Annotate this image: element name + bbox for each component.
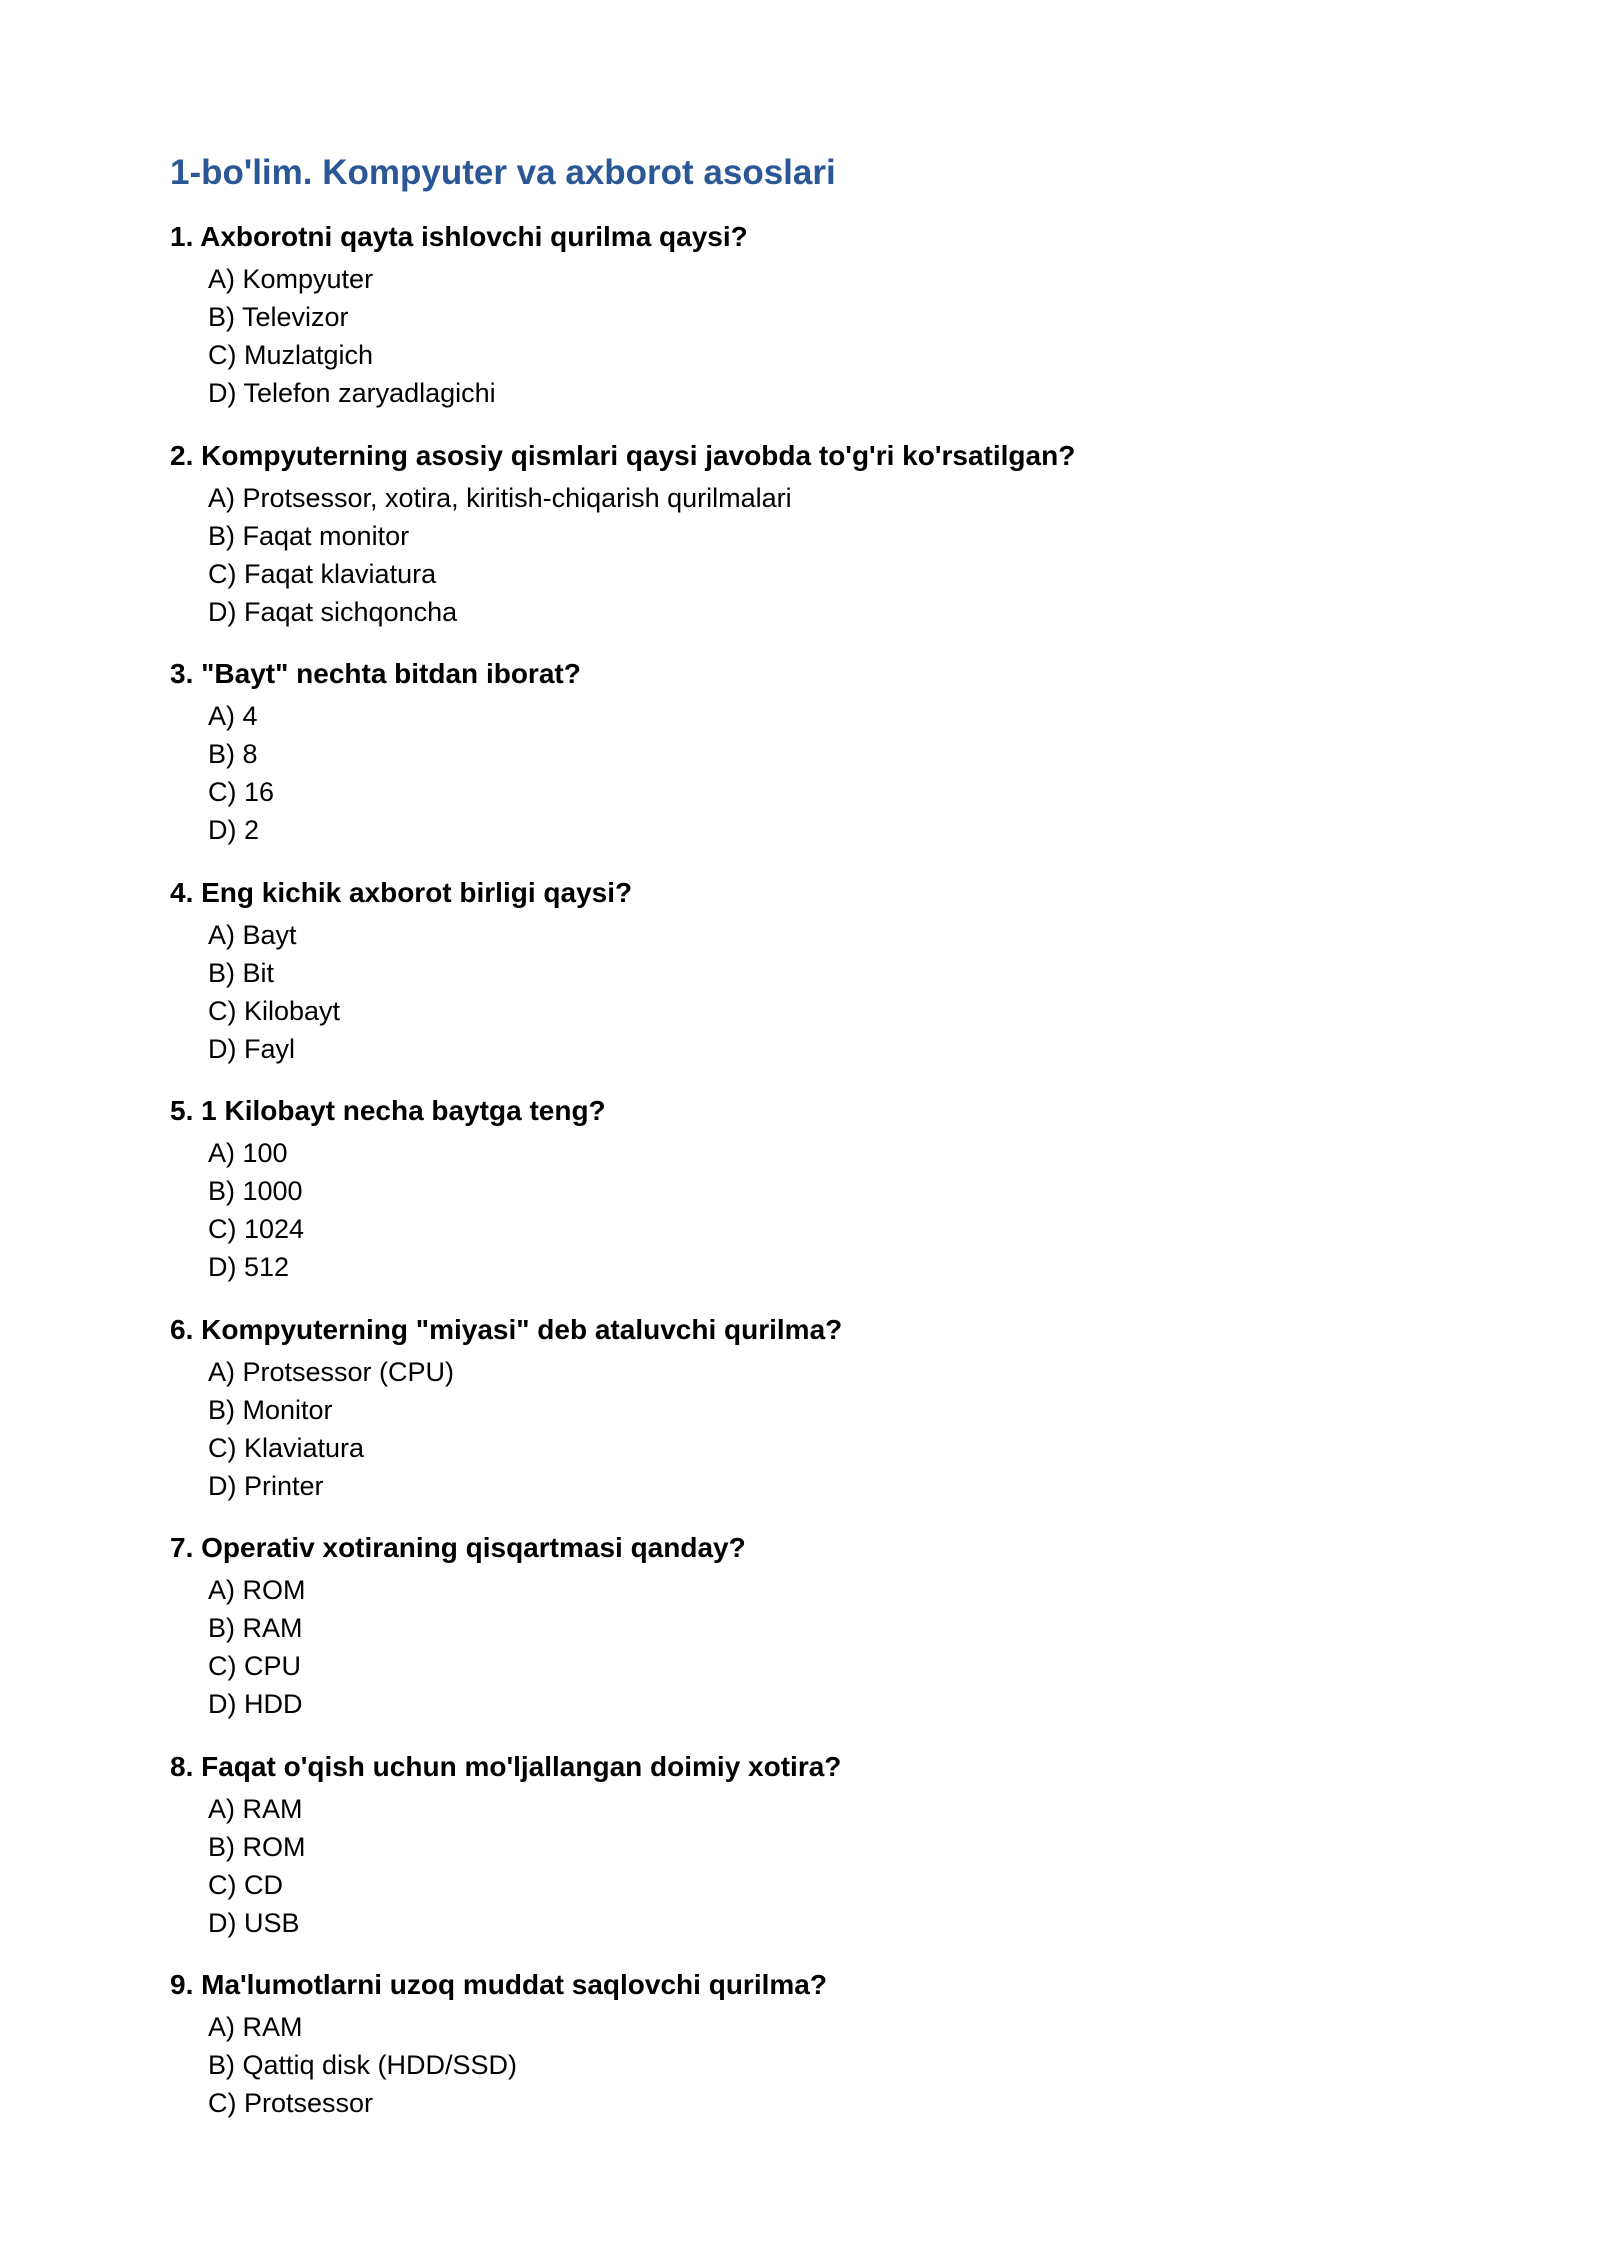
question-item (170, 874, 1430, 1068)
question-list (170, 218, 1430, 2122)
answer-option: C) Protsessor (208, 2088, 374, 2118)
question-item (170, 218, 1430, 412)
question-text: 7. Operativ xotiraning qisqartmasi qanday? (170, 1532, 746, 1563)
answer-option: A) Protsessor, xotira, kiritish-chiqarish qurilmalari (208, 482, 792, 513)
answer-option: C) CD (208, 1869, 283, 1900)
answer-option: C) CPU (208, 1651, 301, 1681)
question-text: 1. Axborotni qayta ishlovchi qurilma qaysi? (170, 221, 748, 252)
document-page (170, 148, 1430, 2147)
answer-options (170, 260, 1430, 412)
answer-option: A) RAM (208, 1793, 303, 1824)
question-text: 2. Kompyuterning asosiy qismlari qaysi javobda to'g'ri ko'rsatilgan? (170, 439, 1076, 471)
answer-option: C) Kilobayt (208, 995, 341, 1026)
answer-options (170, 2008, 1430, 2122)
section-title: 1-bo'lim. Kompyuter va axborot asoslari (170, 153, 836, 192)
answer-option: D) Faqat sichqoncha (208, 596, 458, 627)
answer-options (170, 916, 1430, 1068)
answer-option: A) Bayt (208, 919, 297, 950)
answer-option: B) 1000 (208, 1176, 303, 1206)
answer-option: D) USB (208, 1907, 300, 1938)
answer-option: D) 512 (208, 1252, 290, 1282)
question-item (170, 437, 1430, 631)
answer-option: C) 1024 (208, 1214, 305, 1244)
answer-option: A) Protsessor (CPU) (208, 1356, 455, 1387)
answer-options (170, 479, 1430, 631)
question-text: 3. "Bayt" nechta bitdan iborat? (170, 658, 581, 689)
answer-option: C) 16 (208, 777, 275, 807)
question-item (170, 655, 1430, 849)
answer-options (170, 1134, 1430, 1286)
answer-option: C) Klaviatura (208, 1432, 365, 1463)
answer-option: C) Faqat klaviatura (208, 558, 437, 589)
answer-option: B) Faqat monitor (208, 520, 410, 551)
question-item (170, 1529, 1430, 1723)
question-item (170, 1311, 1430, 1505)
answer-options (170, 1353, 1430, 1505)
answer-option: A) 4 (208, 701, 258, 731)
question-item (170, 1092, 1430, 1286)
answer-option: D) Fayl (208, 1033, 295, 1064)
answer-option: D) HDD (208, 1689, 303, 1719)
question-item (170, 1748, 1430, 1942)
answer-option: B) ROM (208, 1831, 306, 1862)
answer-option: D) Telefon zaryadlagichi (208, 378, 496, 408)
answer-option: A) Kompyuter (208, 264, 374, 294)
answer-options (170, 1571, 1430, 1723)
answer-option: B) Bit (208, 957, 275, 988)
answer-option: B) Televizor (208, 302, 349, 332)
answer-option: D) 2 (208, 815, 260, 845)
answer-option: B) RAM (208, 1613, 303, 1643)
answer-option: A) RAM (208, 2012, 303, 2042)
answer-option: B) Qattiq disk (HDD/SSD) (208, 2050, 518, 2080)
question-text: 9. Ma'lumotlarni uzoq muddat saqlovchi qurilma? (170, 1969, 827, 2000)
answer-option: A) ROM (208, 1575, 306, 1605)
answer-option: A) 100 (208, 1138, 288, 1168)
question-text: 8. Faqat o'qish uchun mo'ljallangan doimiy xotira? (170, 1750, 842, 1782)
question-text: 4. Eng kichik axborot birligi qaysi? (170, 876, 633, 908)
question-item (170, 1966, 1430, 2122)
answer-option: C) Muzlatgich (208, 340, 374, 370)
answer-option: B) Monitor (208, 1394, 333, 1425)
answer-options (170, 697, 1430, 849)
question-text: 6. Kompyuterning "miyasi" deb ataluvchi qurilma? (170, 1313, 843, 1345)
question-text: 5. 1 Kilobayt necha baytga teng? (170, 1095, 606, 1126)
answer-options (170, 1790, 1430, 1942)
answer-option: B) 8 (208, 739, 258, 769)
answer-option: D) Printer (208, 1470, 324, 1501)
